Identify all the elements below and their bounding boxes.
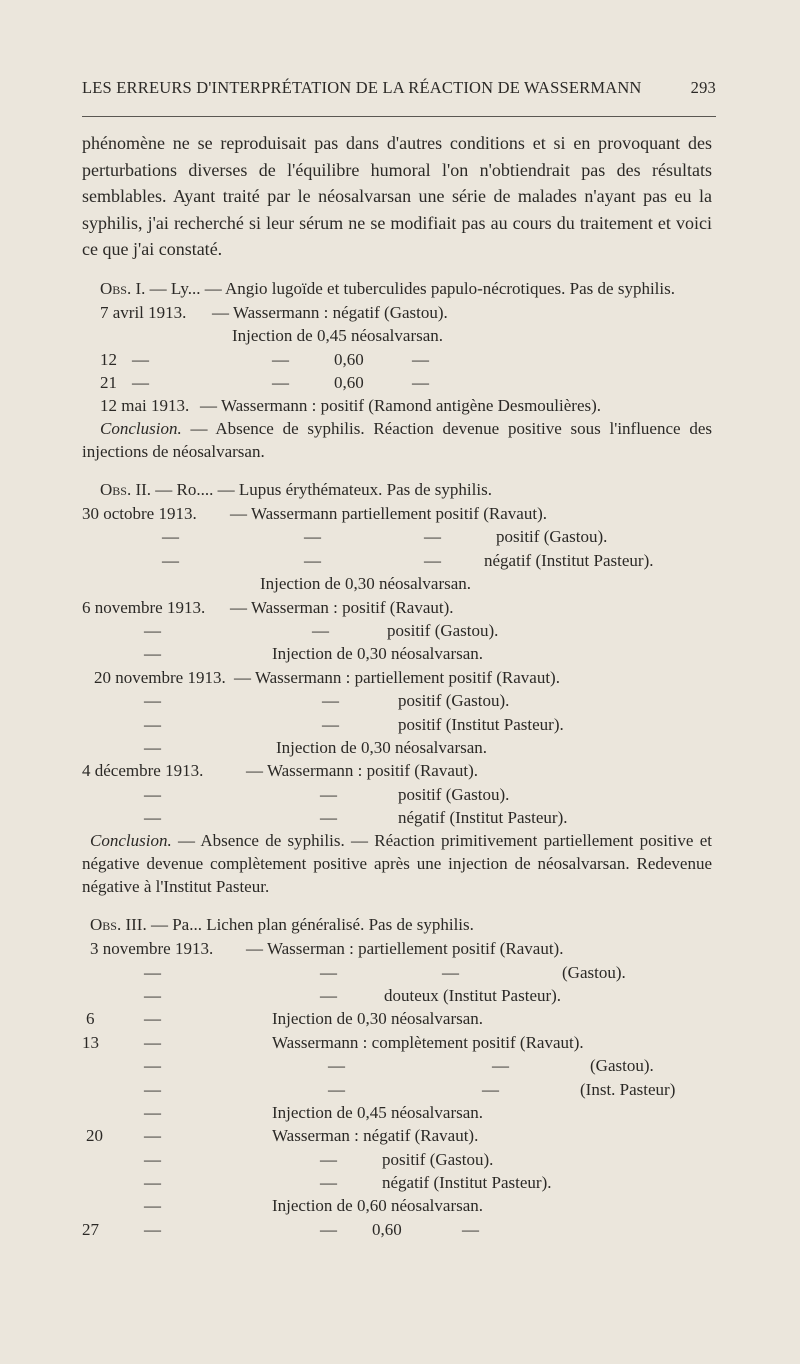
obs2-injection-1: Injection de 0,30 néosalvarsan. (260, 574, 472, 594)
intro-paragraph: phénomène ne se reproduisait pas dans d'autres conditions et si en provoquant des perturbations diverses de l'équilibre humoral l'on n'obtiendrait pas des résultats semblables. Ayant traité par le néosalvarsan une série de malades n'ayant pas eu la syphilis, j'ai recherché si leur sérum ne se modifiait pas au cours du traitement et voici ce que j'ai constaté. (82, 133, 712, 259)
obs3-line-10 (82, 1147, 712, 1170)
running-header (82, 78, 716, 98)
obs2-date-3: 20 novembre 1913. (94, 667, 226, 687)
obs3-injection-1: Injection de 0,30 néosalvarsan. (272, 1009, 484, 1029)
obs1-day-12: 12 (100, 349, 117, 369)
obs3-line-12 (82, 1193, 712, 1216)
obs1-dose-12: 0,60 (334, 349, 364, 369)
obs3-day-13: 13 (82, 1032, 99, 1052)
obs1-result-2: — Wassermann : positif (Ramond antigène Desmoulières). (200, 396, 602, 416)
dash-mark: — (144, 1196, 161, 1216)
dash-mark: — (328, 1079, 345, 1099)
page-body (82, 130, 712, 1240)
obs2-result-3: négatif (Institut Pasteur). (484, 550, 654, 570)
dash-mark: — (412, 349, 429, 369)
obs3-line-13 (82, 1217, 712, 1240)
obs2-injection-2: Injection de 0,30 néosalvarsan. (272, 644, 484, 664)
dash-mark: — (322, 714, 339, 734)
obs2-result-8: positif (Institut Pasteur). (398, 714, 564, 734)
obs3-result-8: positif (Gastou). (382, 1149, 494, 1169)
dash-mark: — (320, 1149, 337, 1169)
dash-mark: — (144, 1126, 161, 1146)
obs3-heading (82, 913, 712, 936)
obs2-result-1: — Wassermann partiellement positif (Ravaut). (230, 504, 547, 524)
obs3-injection-2: Injection de 0,45 néosalvarsan. (272, 1102, 484, 1122)
obs2-line-1 (82, 501, 712, 524)
obs2-result-2: positif (Gastou). (496, 527, 608, 547)
obs2-result-6: — Wassermann : partiellement positif (Ravaut). (234, 667, 560, 687)
obs3-result-2: (Gastou). (562, 962, 626, 982)
dash-mark: — (312, 621, 329, 641)
obs3-date-1: 3 novembre 1913. (90, 939, 214, 959)
obs2-result-4: — Wasserman : positif (Ravaut). (230, 597, 454, 617)
dash-mark: — (144, 808, 161, 828)
obs3-line-1 (82, 936, 712, 959)
dash-mark: — (492, 1056, 509, 1076)
dash-mark: — (442, 962, 459, 982)
obs1-heading (82, 277, 712, 300)
dash-mark: — (424, 527, 441, 547)
obs2-date-1: 30 octobre 1913. (82, 504, 197, 524)
obs3-result-6: (Inst. Pasteur) (580, 1079, 676, 1099)
obs1-conclusion-label: Conclusion. (100, 418, 182, 438)
obs2-date-4: 4 décembre 1913. (82, 761, 204, 781)
obs1-line-5 (82, 393, 712, 416)
dash-mark: — (144, 1009, 161, 1029)
obs1-day-21: 21 (100, 373, 117, 393)
obs2-lead: — Ro.... — Lupus érythémateux. Pas de syphilis. (155, 479, 492, 499)
dash-mark: — (144, 1032, 161, 1052)
dash-mark: — (320, 784, 337, 804)
dash-mark: — (424, 550, 441, 570)
dash-mark: — (272, 349, 289, 369)
dash-mark: — (144, 737, 161, 757)
dash-mark: — (328, 1056, 345, 1076)
dash-mark: — (144, 691, 161, 711)
obs2-line-11 (82, 735, 712, 758)
obs2-line-7 (82, 641, 712, 664)
obs3-line-11 (82, 1170, 712, 1193)
obs3-line-2 (82, 960, 712, 983)
header-rule (82, 116, 716, 117)
obs3-label: Obs. III. (90, 914, 147, 934)
obs3-day-6: 6 (86, 1009, 95, 1029)
dash-mark: — (304, 527, 321, 547)
obs3-line-6 (82, 1053, 712, 1076)
obs3-result-1: — Wasserman : partiellement positif (Ravaut). (246, 939, 564, 959)
obs2-conclusion-text: — Absence de syphilis. — Réaction primitivement partiellement positive et négative devenue complètement positive après une injection de néosalvarsan. Redevenue négative à l'Institut Pasteur. (82, 830, 713, 897)
observation-2 (82, 478, 712, 899)
obs1-lead: — Ly... — Angio lugoïde et tuberculides papulo-nécrotiques. Pas de syphilis. (149, 278, 675, 298)
dash-mark: — (144, 714, 161, 734)
dash-mark: — (320, 985, 337, 1005)
obs2-conclusion-label: Conclusion. (90, 830, 172, 850)
dash-mark: — (304, 550, 321, 570)
dash-mark: — (462, 1219, 479, 1239)
obs3-day-20: 20 (86, 1126, 103, 1146)
obs2-result-9: — Wassermann : positif (Ravaut). (246, 761, 479, 781)
obs2-result-7: positif (Gastou). (398, 691, 510, 711)
dash-mark: — (144, 644, 161, 664)
obs2-line-14 (82, 805, 712, 828)
obs2-line-6 (82, 618, 712, 641)
obs2-line-5 (82, 595, 712, 618)
obs2-heading (82, 478, 712, 501)
obs1-line-4 (82, 370, 712, 393)
obs2-conclusion (82, 829, 712, 899)
dash-mark: — (162, 550, 179, 570)
dash-mark: — (144, 1173, 161, 1193)
dash-mark: — (132, 349, 149, 369)
dash-mark: — (144, 1102, 161, 1122)
obs3-result-3: douteux (Institut Pasteur). (384, 985, 562, 1005)
obs2-injection-3: Injection de 0,30 néosalvarsan. (276, 737, 488, 757)
dash-mark: — (144, 985, 161, 1005)
obs3-dose-27: 0,60 (372, 1219, 402, 1239)
dash-mark: — (320, 1173, 337, 1193)
obs3-result-9: négatif (Institut Pasteur). (382, 1173, 552, 1193)
dash-mark: — (144, 962, 161, 982)
obs1-line-2 (82, 323, 712, 346)
observation-1 (82, 277, 712, 464)
obs1-dose-21: 0,60 (334, 373, 364, 393)
obs2-line-9 (82, 688, 712, 711)
dash-mark: — (144, 621, 161, 641)
dash-mark: — (272, 373, 289, 393)
obs1-label: Obs. I. (100, 278, 146, 298)
obs2-result-5: positif (Gastou). (387, 621, 499, 641)
obs1-date-2: 12 mai 1913. (100, 396, 190, 416)
obs3-line-7 (82, 1077, 712, 1100)
obs3-injection-3: Injection de 0,60 néosalvarsan. (272, 1196, 484, 1216)
obs1-conclusion-text: — Absence de syphilis. Réaction devenue positive sous l'influence des injections de néosalvarsan. (82, 418, 713, 462)
obs3-result-5: (Gastou). (590, 1056, 654, 1076)
obs2-line-3 (82, 548, 712, 571)
dash-mark: — (144, 1079, 161, 1099)
dash-mark: — (320, 962, 337, 982)
observation-3 (82, 913, 712, 1240)
obs1-date-1: 7 avril 1913. (100, 302, 187, 322)
dash-mark: — (482, 1079, 499, 1099)
obs2-line-13 (82, 782, 712, 805)
obs3-line-4 (82, 1006, 712, 1029)
running-title: LES ERREURS D'INTERPRÉTATION DE LA RÉACTION DE WASSERMANN (82, 78, 642, 97)
obs2-label: Obs. II. (100, 479, 152, 499)
obs2-line-4 (82, 571, 712, 594)
obs2-line-10 (82, 712, 712, 735)
obs1-conclusion (82, 417, 712, 464)
obs3-line-9 (82, 1123, 712, 1146)
obs3-lead: — Pa... Lichen plan généralisé. Pas de syphilis. (150, 914, 474, 934)
obs3-day-27: 27 (82, 1219, 99, 1239)
obs2-line-8 (82, 665, 712, 688)
obs2-line-2 (82, 524, 712, 547)
obs3-line-5 (82, 1030, 712, 1053)
obs1-line-3 (82, 347, 712, 370)
dash-mark: — (320, 808, 337, 828)
obs3-result-7: Wasserman : négatif (Ravaut). (272, 1126, 479, 1146)
dash-mark: — (162, 527, 179, 547)
dash-mark: — (412, 373, 429, 393)
dash-mark: — (144, 1056, 161, 1076)
dash-mark: — (132, 373, 149, 393)
dash-mark: — (144, 784, 161, 804)
obs1-injection-1: Injection de 0,45 néosalvarsan. (232, 326, 444, 346)
obs3-line-8 (82, 1100, 712, 1123)
dash-mark: — (320, 1219, 337, 1239)
obs2-result-10: positif (Gastou). (398, 784, 510, 804)
dash-mark: — (144, 1149, 161, 1169)
dash-mark: — (322, 691, 339, 711)
obs2-result-11: négatif (Institut Pasteur). (398, 808, 568, 828)
obs1-line-1 (82, 300, 712, 323)
obs1-result-1: — Wassermann : négatif (Gastou). (212, 302, 448, 322)
obs2-line-12 (82, 758, 712, 781)
obs3-line-3 (82, 983, 712, 1006)
dash-mark: — (144, 1219, 161, 1239)
obs3-result-4: Wassermann : complètement positif (Ravaut). (272, 1032, 584, 1052)
obs2-date-2: 6 novembre 1913. (82, 597, 206, 617)
page-number: 293 (690, 78, 716, 97)
